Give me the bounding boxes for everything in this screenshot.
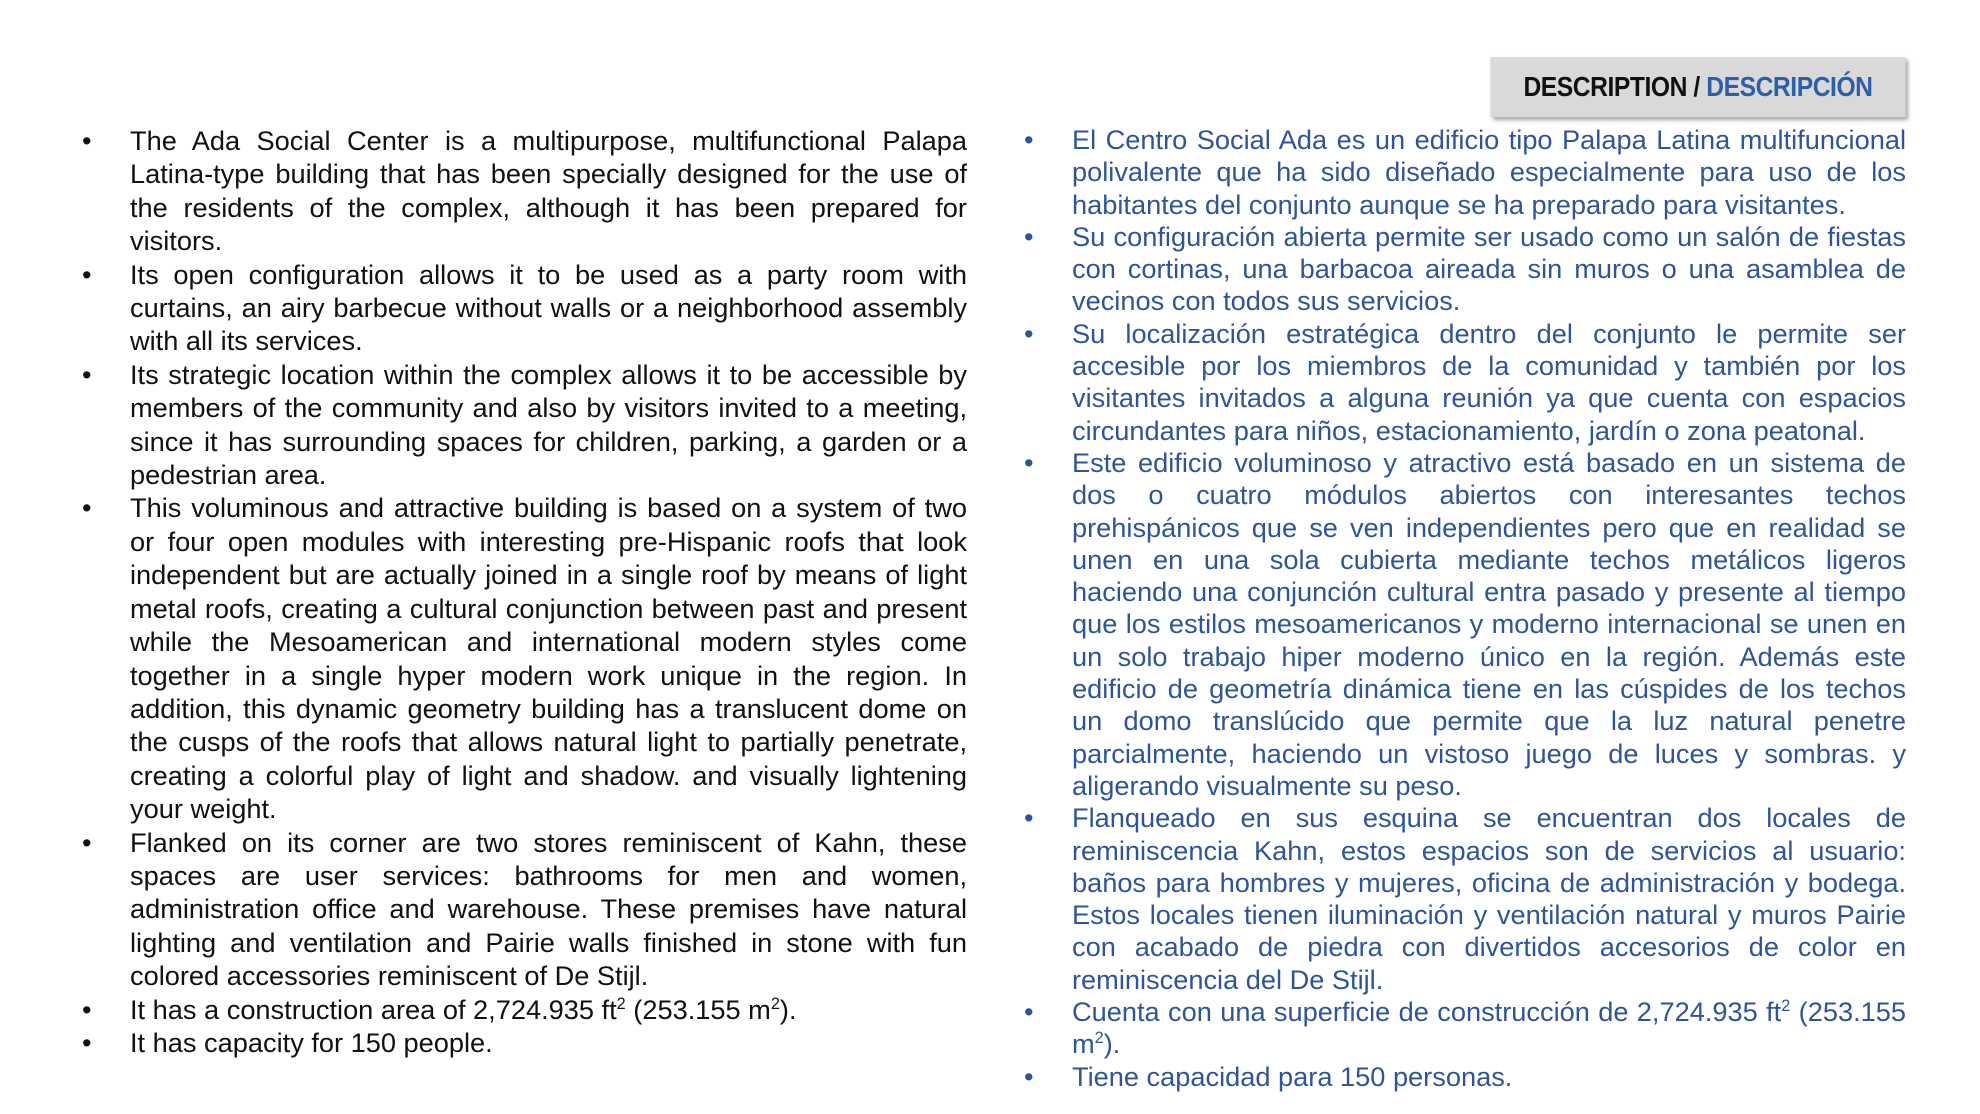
section-header-tab [1490, 57, 1905, 117]
spanish-item-configuration [1024, 221, 1906, 318]
english-item-capacity [82, 1026, 967, 1059]
spanish-area-sup-ft: 2 [1781, 996, 1791, 1015]
english-area-sup-m: 2 [770, 994, 780, 1013]
english-area-suffix: ). [779, 993, 797, 1025]
bullet-icon: • [1024, 317, 1034, 349]
spanish-item-text: Su configuración abierta permite ser usado como un salón de fiestas con cortinas, una barbacoa aireada sin muros o una asamblea de vecinos con todos sus servicios. [1072, 220, 1906, 317]
english-item-text: Its open configuration allows it to be used as a party room with curtains, an airy barbecue without walls or a neighborhood assembly with all its services. [130, 258, 967, 357]
english-area-prefix: It has a construction area of 2,724.935 ft [130, 993, 617, 1025]
bullet-icon: • [82, 826, 92, 858]
spanish-item-services [1024, 802, 1906, 996]
bullet-icon: • [1024, 446, 1034, 478]
english-item-location [82, 358, 967, 492]
spanish-item-text: Este edificio voluminoso y atractivo está basado en un sistema de dos o cuatro módulos abiertos con interesantes techos prehispánicos que se ven independientes pero que en realidad se unen en una sola cubierta mediante techos metálicos ligeros haciendo una conjunción cultural entra pasado y presente al tiempo que los estilos mesoamericanos y moderno internacional se unen en un solo trabajo hiper moderno único en la región. Además este edificio de geometría dinámica tiene en las cúspides de los techos un domo translúcido que permite que la luz natural penetre parcialmente, haciendo un vistoso juego de luces y sombras. y aligerando visualmente su peso. [1072, 446, 1906, 801]
spanish-item-area [1024, 996, 1906, 1061]
spanish-item-text: El Centro Social Ada es un edificio tipo Palapa Latina multifuncional polivalente que ha sido diseñado especialmente para uso de los habitantes del conjunto aunque se ha preparado para visitantes. [1072, 124, 1906, 220]
spanish-item-capacity [1024, 1061, 1906, 1093]
spanish-area-sup-m: 2 [1094, 1029, 1104, 1048]
bullet-icon: • [1024, 220, 1034, 252]
spanish-area-suffix: ). [1103, 1028, 1121, 1060]
english-item-area [82, 993, 967, 1026]
english-item-purpose [82, 124, 967, 258]
spanish-item-text: Su localización estratégica dentro del conjunto le permite ser accesible por los miembros de la comunidad y también por los visitantes invitados a alguna reunión ya que cuenta con espacios circundantes para niños, estacionamiento, jardín o zona peatonal. [1072, 317, 1906, 446]
english-area-middle: (253.155 m [625, 993, 771, 1025]
english-item-text: Its strategic location within the complex allows it to be accessible by members of the community and also by visitors invited to a meeting, since it has surrounding spaces for children, parking, a garden or a pedestrian area. [130, 358, 967, 491]
english-item-services [82, 826, 967, 993]
bullet-icon: • [1024, 124, 1034, 155]
english-item-text: The Ada Social Center is a multipurpose, multifunctional Palapa Latina-type building that has been specially designed for the use of the residents of the complex, although it has been prepared for visitors. [130, 125, 967, 257]
english-item-text: Flanked on its corner are two stores reminiscent of Kahn, these spaces are user services: bathrooms for men and women, administration office and warehouse. These premises have natural lighting and ventilation and Pairie walls finished in stone with fun colored accessories reminiscent of De Stijl. [130, 826, 967, 992]
spanish-item-text: Flanqueado en sus esquina se encuentran dos locales de reminiscencia Kahn, estos espacios son de servicios al usuario: baños para hombres y mujeres, oficina de administración y bodega. Estos locales tienen iluminación y ventilación natural y muros Pairie con acabado de piedra con divertidos accesorios de color en reminiscencia del De Stijl. [1072, 802, 1906, 995]
header-separator: / [1687, 71, 1707, 102]
english-area-sup-ft: 2 [616, 994, 626, 1013]
bullet-icon: • [1024, 1060, 1034, 1092]
header-title-spanish: DESCRIPCIÓN [1706, 71, 1873, 102]
spanish-description-list [1024, 124, 1906, 1093]
bullet-icon: • [82, 258, 92, 290]
bullet-icon: • [82, 358, 92, 390]
bullet-icon: • [1024, 996, 1034, 1028]
bullet-icon: • [82, 492, 92, 524]
header-title-english: DESCRIPTION [1523, 71, 1688, 102]
spanish-item-purpose [1024, 124, 1906, 221]
spanish-area-middle: (253.155 m [1072, 996, 1906, 1060]
english-item-building-system [82, 491, 967, 825]
spanish-item-building-system [1024, 447, 1906, 802]
spanish-item-location [1024, 318, 1906, 447]
bullet-icon: • [82, 1026, 92, 1058]
spanish-area-prefix: Cuenta con una superficie de construcción de 2,724.935 ft [1072, 996, 1782, 1028]
bullet-icon: • [1024, 802, 1034, 834]
english-item-text: This voluminous and attractive building is based on a system of two or four open modules with interesting pre-Hispanic roofs that look independent but are actually joined in a single roof by means of light metal roofs, creating a cultural conjunction between past and present while the Mesoamerican and international modern styles come together in a single hyper modern work unique in the region. In addition, this dynamic geometry building has a translucent dome on the cusps of the roofs that allows natural light to partially penetrate, creating a colorful play of light and shadow. and visually lightening your weight. [130, 492, 967, 825]
bullet-icon: • [82, 125, 92, 156]
spanish-item-text: Tiene capacidad para 150 personas. [1072, 1060, 1513, 1092]
english-item-text: It has capacity for 150 people. [130, 1026, 493, 1058]
english-description-list [82, 124, 967, 1059]
bullet-icon: • [82, 993, 92, 1025]
english-item-configuration [82, 258, 967, 358]
